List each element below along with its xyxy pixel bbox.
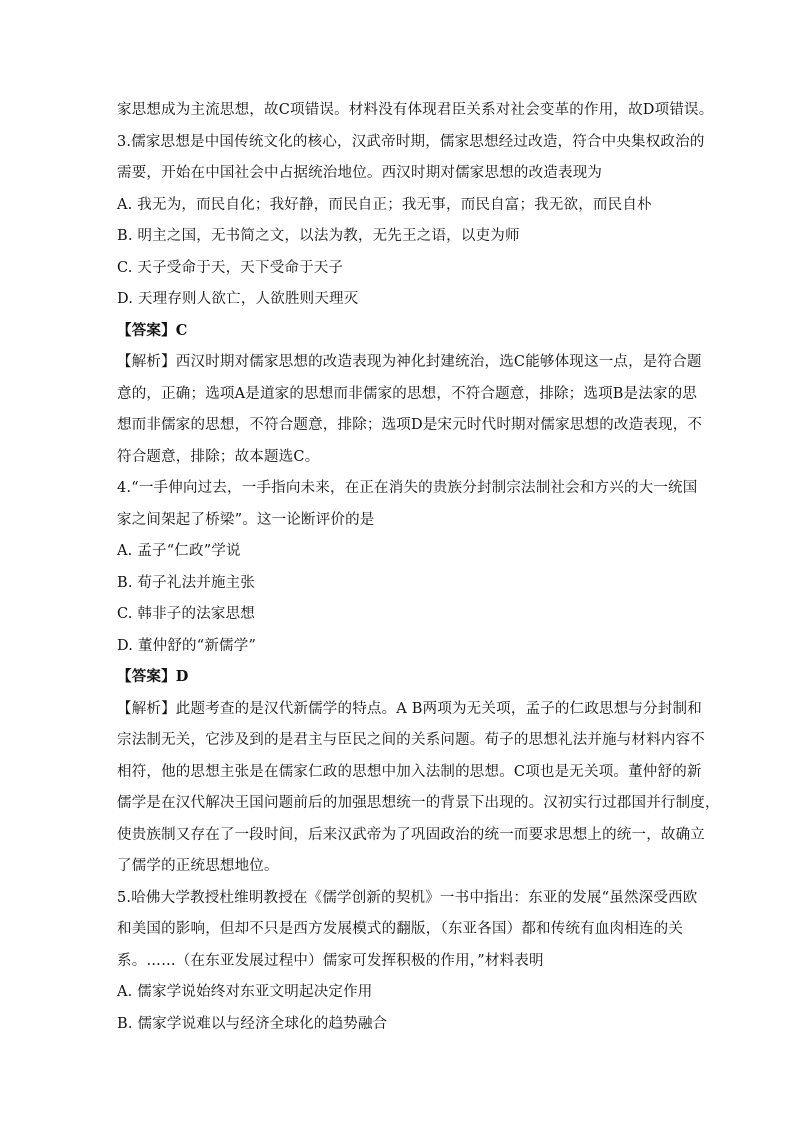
document-page (117, 100, 720, 1045)
analysis-line: 想而非儒家的思想，不符合题意，排除；选项D是宋元时代时期对儒家思想的改造表现，不 (117, 417, 703, 433)
analysis-line: 儒学是在汉代解决王国问题前后的加强思想统一的背景下出现的。汉初实行过郡国并行制度， (117, 795, 720, 811)
answer-line: 【答案】D (117, 668, 189, 685)
text-line: 家思想成为主流思想，故C项错误。材料没有体现君臣关系对社会变革的作用，故D项错误。 (117, 102, 714, 118)
question-5-stem: 5.哈佛大学教授杜维明教授在《儒学创新的契机》一书中指出：东亚的发展“虽然深受西欧 (117, 889, 698, 906)
analysis-line: 相符，他的思想主张是在儒家仁政的思想中加入法制的思想。C项也是无关项。董仲舒的新 (117, 763, 702, 780)
analysis-line: 了儒学的正统思想地位。 (117, 858, 279, 874)
question-4-stem: 4.“一手伸向过去，一手指向未来，在正在消失的贵族分封制宗法制社会和方兴的大一统国 (117, 480, 698, 496)
answer-line: 【答案】C (117, 321, 188, 339)
option-c: C. 天子受命于天，天下受命于天子 (117, 259, 344, 276)
option-a: A. 我无为，而民自化；我好静，而民自正；我无事，而民自富；我无欲，而民自朴 (117, 196, 652, 213)
question-3-stem: 3.儒家思想是中国传统文化的核心，汉武帝时期，儒家思想经过改造，符合中央集权政治的 (117, 133, 705, 150)
analysis-line: 符合题意，排除；故本题选C。 (117, 448, 320, 465)
question-5-stem: 系。……（在东亚发展过程中）儒家可发挥积极的作用，”材料表明 (117, 952, 544, 969)
option-a: A. 儒家学说始终对东亚文明起决定作用 (117, 984, 373, 1000)
option-a: A. 孟子“仁政”学说 (117, 543, 241, 559)
option-c: C. 韩非子的法家思想 (117, 606, 255, 622)
option-b: B. 儒家学说难以与经济全球化的趋势融合 (117, 1015, 388, 1032)
analysis-line: 意的，正确；选项A是道家的思想而非儒家的思想，不符合题意，排除；选项B是法家的思 (117, 385, 698, 402)
option-d: D. 董仲舒的“新儒学” (117, 637, 257, 654)
analysis-line: 【解析】西汉时期对儒家思想的改造表现为神化封建统治，选C能够体现这一点，是符合题 (117, 354, 702, 370)
analysis-line: 宗法制无关，它涉及到的是君主与臣民之间的关系问题。荀子的思想礼法并施与材料内容不 (117, 732, 705, 748)
question-5-stem: 和美国的影响，但却不只是西方发展模式的翻版，（东亚各国）都和传统有血肉相连的关 (117, 921, 684, 937)
question-4-stem: 家之间架起了桥梁”。这一论断评价的是 (117, 511, 375, 528)
question-3-stem: 需要，开始在中国社会中占据统治地位。西汉时期对儒家思想的改造表现为 (117, 165, 603, 181)
option-b: B. 明主之国，无书简之文，以法为教，无先王之语，以吏为师 (117, 228, 520, 244)
analysis-line: 【解析】此题考查的是汉代新儒学的特点。A B两项为无关项，孟子的仁政思想与分封制和 (117, 700, 702, 717)
option-b: B. 荀子礼法并施主张 (117, 574, 256, 591)
analysis-line: 使贵族制又存在了一段时间，后来汉武帝为了巩固政治的统一而要求思想上的统一，故确立 (117, 826, 705, 843)
option-d: D. 天理存则人欲亡，人欲胜则天理灭 (117, 291, 359, 307)
